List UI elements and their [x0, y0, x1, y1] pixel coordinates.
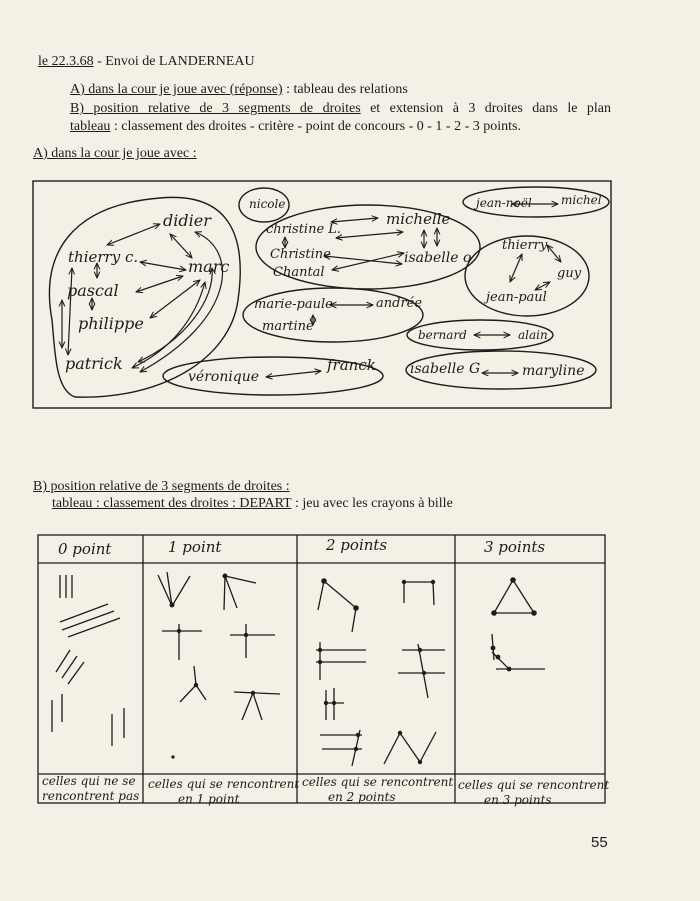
column-caption-3-line2: en 3 points: [484, 793, 552, 807]
intersection-dots-one: [170, 574, 256, 759]
column-caption-3-line1: celles qui se rencontrent: [458, 778, 610, 792]
summary-a-link: A) dans la cour je joue avec (réponse): [70, 82, 283, 97]
header-date: le 22.3.68: [38, 54, 94, 69]
name-alain: alain: [518, 328, 548, 342]
name-isabelle-o: isabelle o: [404, 250, 472, 266]
name-philippe: philippe: [78, 314, 144, 333]
summary-tableau-label: tableau: [70, 119, 111, 134]
summary-a-rest: : tableau des relations: [286, 82, 408, 97]
column-header-2: 2 points: [326, 536, 388, 554]
column-caption-2-line1: celles qui se rencontrent: [302, 775, 454, 789]
column-header-0: 0 point: [58, 540, 112, 558]
name-jean-noel: jean-noël: [476, 196, 532, 210]
name-didier: didier: [163, 211, 211, 230]
column-caption-0-line2: rencontrent pas: [42, 789, 140, 803]
name-veronique: véronique: [188, 369, 260, 385]
column-header-3: 3 points: [484, 538, 546, 556]
name-andree: andrée: [376, 296, 423, 311]
segments-one-point: [158, 572, 280, 720]
name-franck: franck: [327, 356, 376, 374]
name-martine: martine: [262, 319, 314, 334]
name-marie-paule: marie-paule: [254, 297, 333, 312]
name-chantal: Chantal: [273, 265, 325, 280]
intersection-dots-two: [318, 578, 435, 764]
section-a-heading: A) dans la cour je joue avec :: [33, 146, 197, 161]
column-caption-1-line1: celles qui se rencontrent: [148, 777, 300, 791]
summary-tableau-rest: : classement des droites - critère - point de concours - 0 - 1 - 2 - 3 points.: [113, 119, 521, 134]
name-christine: Christine: [270, 247, 331, 262]
page-number: 55: [591, 834, 608, 851]
column-caption-1-line2: en 1 point: [178, 792, 240, 806]
name-patrick: patrick: [65, 354, 123, 373]
summary-b-rest: et extension à 3 droites dans le plan: [370, 101, 611, 116]
column-caption-0-line1: celles qui ne se: [42, 774, 136, 788]
summary-b-link: B) position relative de 3 segments de droites: [70, 101, 361, 116]
header-dash: -: [97, 54, 102, 69]
name-jean-paul: jean-paul: [486, 290, 547, 305]
name-guy: guy: [557, 266, 582, 281]
name-michelle: michelle: [386, 210, 451, 228]
name-maryline: maryline: [522, 363, 585, 379]
name-christine-l: christine L.: [266, 222, 342, 237]
column-caption-2-line2: en 2 points: [328, 790, 396, 804]
name-nicole: nicole: [249, 197, 286, 211]
section-b-sub-label: tableau : classement des droites : DEPART: [52, 496, 292, 511]
name-thierry-c: thierry c.: [68, 248, 139, 266]
header-title: Envoi de LANDERNEAU: [105, 54, 255, 69]
column-header-1: 1 point: [168, 538, 222, 556]
name-bernard: bernard: [418, 328, 467, 342]
segments-zero-point: [52, 575, 124, 746]
section-b-heading: B) position relative de 3 segments de droites :: [33, 479, 290, 494]
section-b-sub-rest: : jeu avec les crayons à bille: [294, 496, 453, 511]
name-isabelle-g: isabelle G: [410, 361, 481, 377]
name-thierry: thierry: [502, 238, 548, 253]
intersection-dots-three: [491, 577, 537, 671]
name-marc: marc: [188, 257, 230, 276]
name-pascal: pascal: [67, 281, 119, 300]
name-michel: michel: [561, 193, 602, 207]
